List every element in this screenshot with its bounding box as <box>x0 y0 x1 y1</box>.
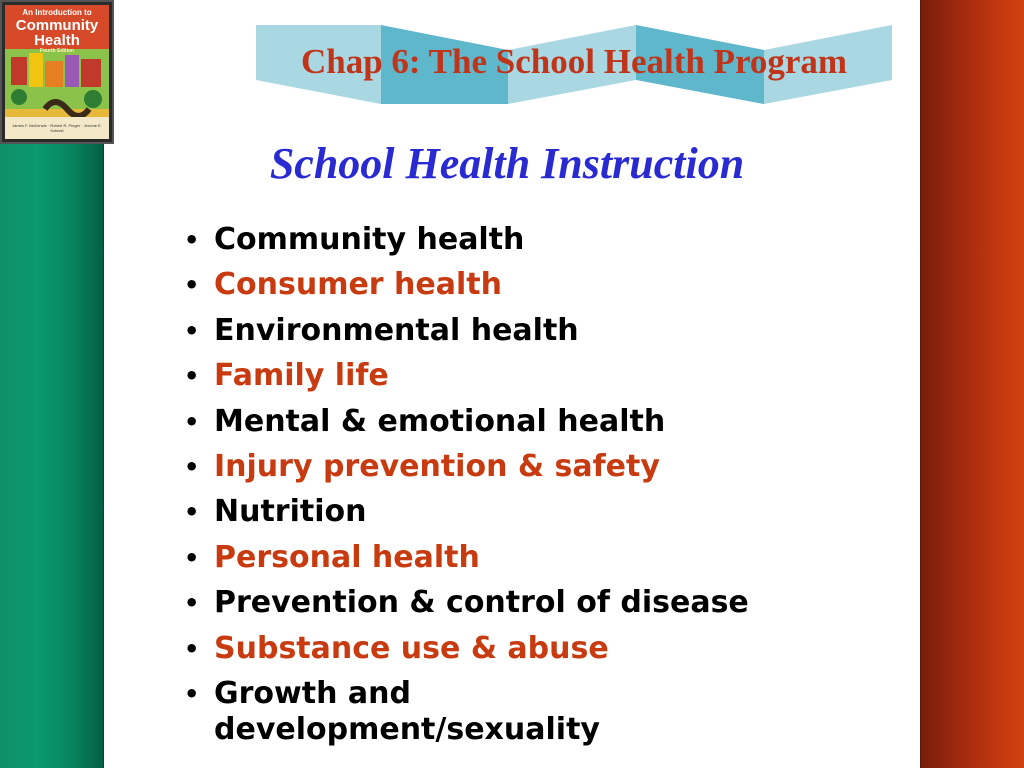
book-line3: Health <box>34 32 80 49</box>
topic-text: Growth and development/sexuality <box>214 675 600 747</box>
topic-item <box>184 404 884 440</box>
topic-item <box>184 540 884 576</box>
book-cover-art <box>5 5 109 139</box>
bullet: • <box>184 226 200 254</box>
topic-text: Personal health <box>214 539 480 575</box>
bullet: • <box>184 362 200 391</box>
book-line4: Fourth Edition <box>39 48 75 54</box>
topic-item <box>184 676 774 748</box>
bullet: • <box>184 316 200 345</box>
topic-text: Family life <box>214 358 389 394</box>
book-line1: An Introduction to <box>22 8 92 17</box>
right-gradient-band <box>920 0 1024 768</box>
book-authors: James F. McKenzie · Robert R. Pinger · Jerome E. Kotecki <box>12 123 102 133</box>
bullet: • <box>184 589 200 618</box>
topic-text: Mental & emotional health <box>214 403 666 439</box>
topic-item <box>184 222 884 258</box>
topic-item <box>184 313 884 349</box>
topic-text: Injury prevention & safety <box>214 448 660 484</box>
topic-item <box>184 449 884 485</box>
bullet: • <box>184 634 200 663</box>
bullet: • <box>184 498 200 527</box>
bullet: • <box>184 407 200 436</box>
topic-text: Consumer health <box>214 267 502 303</box>
book-line2: Community <box>15 17 99 34</box>
topic-text: Nutrition <box>214 494 367 530</box>
bullet: • <box>184 679 200 708</box>
topic-item <box>184 358 884 394</box>
bullet: • <box>184 543 200 572</box>
chapter-title: Chap 6: The School Health Program <box>300 42 848 81</box>
topic-item <box>184 631 884 667</box>
topic-list <box>184 222 884 757</box>
topic-text: Prevention & control of disease <box>214 585 749 621</box>
topic-text: Environmental health <box>214 312 579 348</box>
topic-text: Community health <box>214 222 525 257</box>
topic-text: Substance use & abuse <box>214 630 609 666</box>
bullet: • <box>184 271 200 300</box>
bullet: • <box>184 452 200 481</box>
topic-item <box>184 494 884 530</box>
topic-item <box>184 585 884 621</box>
book-cover <box>0 0 114 144</box>
topic-item <box>184 267 884 303</box>
slide-subtitle: School Health Instruction <box>269 139 745 188</box>
